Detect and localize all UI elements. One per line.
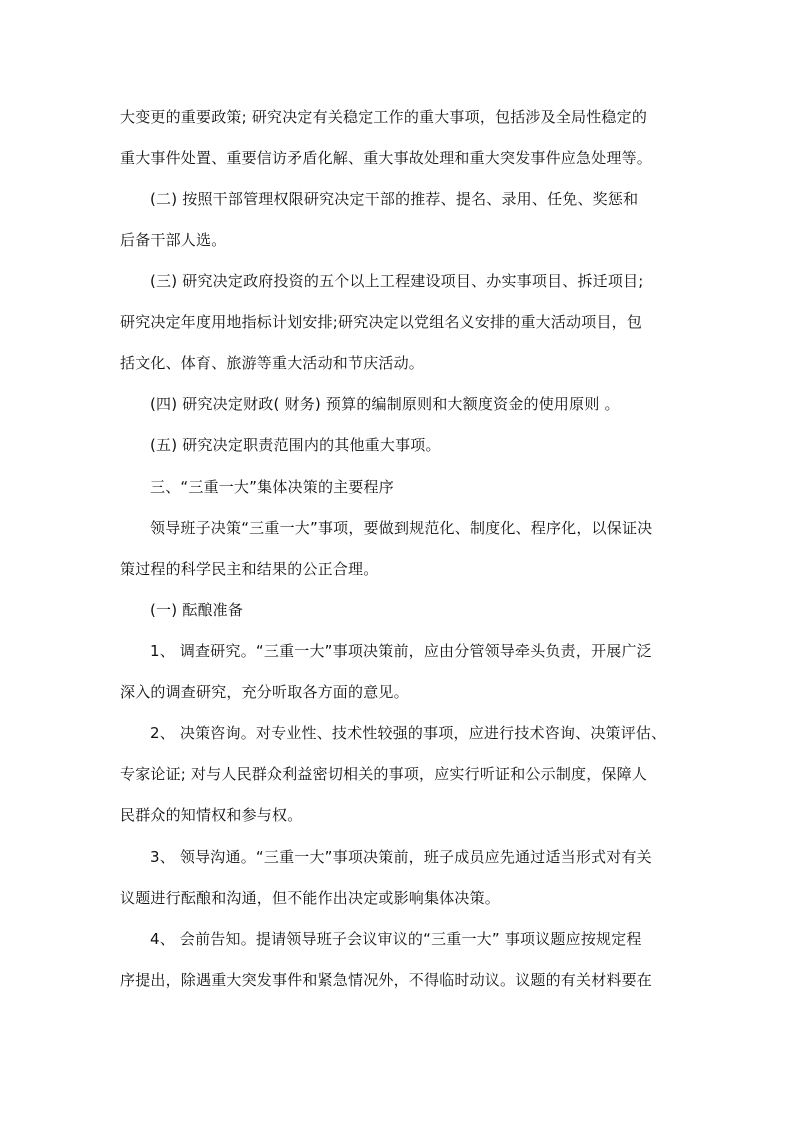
text-line: 后备干部人选。 [120,231,227,249]
text-line: 策过程的科学民主和结果的公正合理。 [120,560,379,578]
text-line: 括文化、体育、旅游等重大活动和节庆活动。 [120,354,425,372]
text-line: 专家论证; 对与人民群众利益密切相关的事项，应实行听证和公示制度，保障人 [120,765,648,783]
subsection-heading: (一) 酝酿准备 [150,601,244,619]
text-line: 4、 会前告知。提请领导班子会议审议的“三重一大” 事项议题应按规定程 [150,930,642,948]
text-line: 3、 领导沟通。“三重一大”事项决策前，班子成员应先通过适当形式对有关 [150,848,652,866]
text-line: 民群众的知情权和参与权。 [120,806,303,824]
text-line: (五) 研究决定职责范围内的其他重大事项。 [150,436,441,454]
text-line: 大变更的重要政策; 研究决定有关稳定工作的重大事项，包括涉及全局性稳定的 [120,108,648,126]
text-line: 2、 决策咨询。对专业性、技术性较强的事项，应进行技术咨询、决策评估、 [150,724,667,742]
text-line: 1、 调查研究。“三重一大”事项决策前，应由分管领导牵头负责，开展广泛 [150,642,652,660]
text-line: 领导班子决策“三重一大”事项，要做到规范化、制度化、程序化，以保证决 [150,519,653,537]
text-line: 序提出，除遇重大突发事件和紧急情况外，不得临时动议。议题的有关材料要在 [120,971,653,989]
text-line: 深入的调查研究，充分听取各方面的意见。 [120,683,409,701]
section-heading: 三、“三重一大”集体决策的主要程序 [150,478,394,496]
text-line: 议题进行酝酿和沟通，但不能作出决定或影响集体决策。 [120,889,501,907]
text-line: 研究决定年度用地指标计划安排;研究决定以党组名义安排的重大活动项目，包 [120,313,643,331]
text-line: (四) 研究决定财政( 财务) 预算的编制原则和大额度资金的使用原则 。 [150,395,620,413]
text-line: (三) 研究决定政府投资的五个以上工程建设项目、办实事项目、拆迁项目; [150,272,644,290]
text-line: (二) 按照干部管理权限研究决定干部的推荐、提名、录用、任免、奖惩和 [150,190,639,208]
text-line: 重大事件处置、重要信访矛盾化解、重大事故处理和重大突发事件应急处理等。 [120,149,653,167]
